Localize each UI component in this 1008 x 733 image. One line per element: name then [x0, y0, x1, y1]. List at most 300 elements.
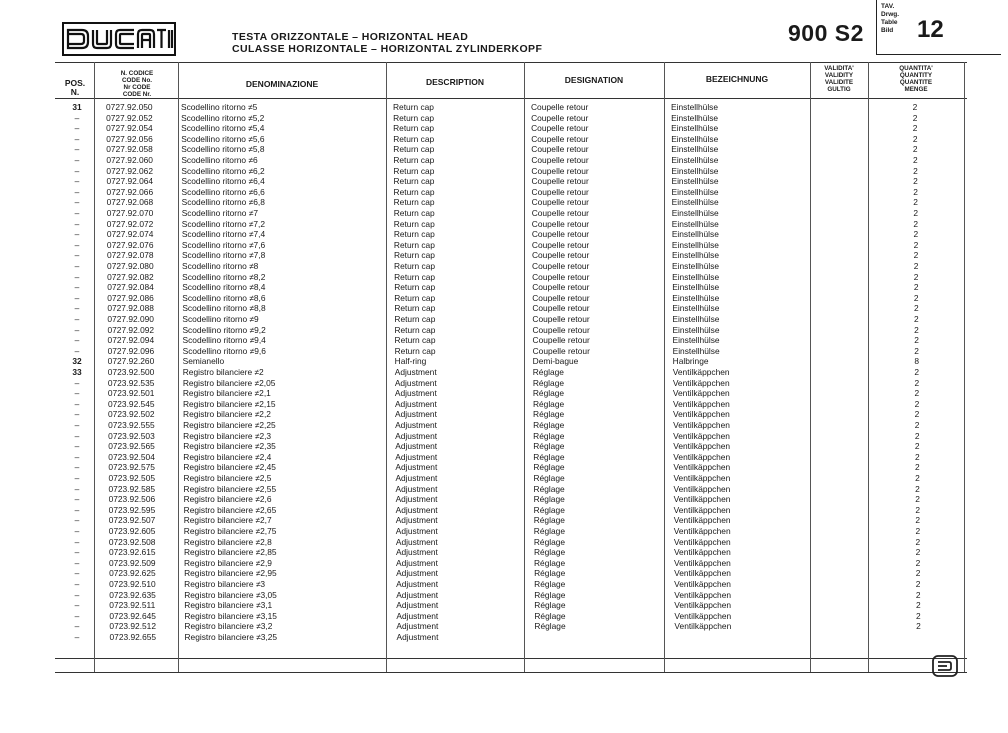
model-name: 900 S2 — [788, 20, 864, 46]
page-title — [232, 31, 542, 55]
cell-description: Adjustment — [395, 441, 438, 452]
cell-denominazione: Registro bilanciere ≠2,2 — [183, 409, 271, 420]
cell-description: Adjustment — [394, 398, 437, 409]
cell-code: 0727.92.064 — [106, 176, 154, 187]
cell-quantity: 2 — [913, 218, 919, 229]
table-row — [0, 166, 1008, 177]
table-row — [0, 505, 1008, 516]
cell-bezeichnung: Ventilkäppchen — [673, 473, 731, 483]
cell-bezeichnung: Ventilkäppchen — [673, 409, 730, 420]
cell-description: Adjustment — [396, 632, 439, 642]
table-bottom-rule — [55, 658, 967, 659]
cell-designation: Coupelle retour — [531, 112, 589, 123]
cell-denominazione: Registro bilanciere ≠2,25 — [183, 420, 276, 430]
cell-bezeichnung: Einstellhülse — [671, 218, 719, 229]
cell-designation: Coupelle retour — [532, 324, 590, 335]
cell-description: Adjustment — [396, 557, 438, 568]
cell-description: Return cap — [394, 292, 436, 303]
cell-quantity: 2 — [915, 547, 921, 558]
cell-designation: Réglage — [533, 441, 565, 452]
cell-pos: – — [74, 632, 80, 642]
cell-bezeichnung: Einstellhülse — [672, 261, 720, 271]
cell-quantity: 2 — [915, 568, 921, 579]
cell-quantity: 2 — [915, 462, 920, 473]
col-header-quantita — [870, 65, 962, 93]
cell-description: Adjustment — [395, 473, 438, 483]
col-header-line: POS. — [64, 78, 86, 88]
cell-quantity: 2 — [913, 303, 919, 314]
title-line-2: CULASSE HORIZONTALE – HORIZONTAL ZYLINDERKOPF — [232, 43, 543, 55]
cell-description: Return cap — [393, 144, 435, 155]
cell-denominazione: Scodellino ritorno ≠6 — [181, 155, 258, 165]
cell-denominazione: Registro bilanciere ≠2,55 — [183, 483, 277, 494]
cell-code: 0727.92.088 — [107, 303, 154, 314]
cell-description: Adjustment — [395, 451, 438, 462]
cell-code: 0723.92.511 — [109, 600, 156, 611]
table-end-rule — [55, 672, 967, 673]
cell-designation: Coupelle retour — [531, 197, 589, 208]
ducati-logo — [62, 22, 176, 56]
cell-bezeichnung: Ventilkäppchen — [673, 462, 731, 473]
col-header-line: VALIDITA' — [824, 65, 854, 72]
cell-denominazione: Scodellino ritorno ≠5,8 — [181, 144, 265, 155]
table-row — [0, 462, 1008, 473]
cell-quantity: 2 — [913, 292, 919, 303]
cell-denominazione: Scodellino ritorno ≠5,4 — [181, 123, 265, 134]
cell-description: Return cap — [393, 239, 435, 250]
cell-denominazione: Registro bilanciere ≠3,1 — [184, 600, 273, 611]
cell-quantity: 2 — [913, 186, 918, 197]
cell-pos: – — [74, 197, 80, 208]
table-row — [0, 229, 1008, 240]
cell-pos: – — [74, 345, 80, 356]
cell-bezeichnung: Ventilkäppchen — [672, 388, 730, 399]
col-header-line: CODE No. — [121, 77, 153, 84]
cell-designation: Demi-bague — [532, 356, 579, 367]
cell-designation: Coupelle retour — [531, 176, 589, 187]
cell-quantity: 2 — [915, 515, 921, 526]
cell-denominazione: Scodellino ritorno ≠5,2 — [181, 112, 265, 123]
cell-denominazione: Scodellino ritorno ≠7,2 — [181, 218, 266, 229]
cell-designation: Coupelle retour — [531, 133, 589, 144]
table-row — [0, 314, 1008, 325]
cell-quantity: 2 — [915, 526, 921, 536]
cell-quantity: 2 — [914, 451, 920, 462]
cell-code: 0723.92.605 — [108, 526, 156, 536]
cell-description: Return cap — [393, 155, 435, 165]
cell-quantity: 2 — [913, 197, 918, 208]
cell-pos: – — [74, 377, 80, 388]
cell-quantity: 2 — [914, 420, 920, 430]
table-row — [0, 378, 1008, 389]
cell-designation: Réglage — [533, 451, 565, 462]
cell-bezeichnung: Ventilkäppchen — [674, 568, 731, 579]
cell-designation: Coupelle retour — [531, 229, 590, 240]
table-row — [0, 452, 1008, 463]
cell-bezeichnung: Ventilkäppchen — [673, 536, 731, 547]
cell-pos: – — [74, 324, 80, 335]
cell-bezeichnung: Ventilkäppchen — [673, 430, 730, 441]
cell-designation: Coupelle retour — [532, 335, 590, 346]
cell-description: Return cap — [394, 282, 436, 293]
table-row — [0, 282, 1008, 293]
cell-bezeichnung: Einstellhülse — [671, 229, 719, 240]
cell-pos: – — [74, 112, 80, 123]
cell-code: 0723.92.504 — [108, 451, 155, 462]
table-row — [0, 409, 1008, 420]
cell-code: 0727.92.070 — [106, 208, 154, 218]
cell-designation: Réglage — [533, 473, 565, 483]
cell-designation: Réglage — [533, 526, 565, 536]
cell-code: 0723.92.505 — [108, 473, 156, 483]
cell-quantity: 2 — [914, 324, 919, 335]
cell-denominazione: Registro bilanciere ≠2,6 — [183, 494, 272, 505]
cell-denominazione: Scodellino ritorno ≠8,4 — [182, 282, 266, 293]
cell-code: 0723.92.565 — [108, 441, 155, 452]
table-row — [0, 134, 1008, 145]
tav-label: Drwg. — [881, 11, 900, 18]
cell-code: 0727.92.052 — [106, 112, 153, 123]
table-row — [0, 526, 1008, 537]
cell-denominazione: Semianello — [182, 356, 225, 367]
cell-bezeichnung: Einstellhülse — [672, 324, 720, 335]
cell-description: Adjustment — [394, 377, 437, 388]
cell-pos: – — [74, 473, 80, 483]
cell-bezeichnung: Einstellhülse — [671, 176, 719, 187]
cell-description: Return cap — [394, 261, 436, 271]
cell-description: Adjustment — [396, 579, 439, 589]
cell-pos: – — [74, 557, 80, 568]
cell-pos: – — [74, 589, 80, 600]
page-header — [0, 0, 1008, 62]
cell-code: 0723.92.545 — [107, 398, 155, 409]
table-row — [0, 335, 1008, 346]
cell-denominazione: Registro bilanciere ≠2,75 — [183, 526, 277, 536]
cell-pos: – — [74, 430, 80, 441]
cell-quantity: 2 — [912, 112, 918, 123]
cell-pos: – — [74, 218, 80, 229]
cell-description: Adjustment — [396, 589, 439, 600]
table-row — [0, 473, 1008, 484]
table-row — [0, 208, 1008, 219]
cell-description: Adjustment — [394, 367, 437, 377]
table-row — [0, 325, 1008, 336]
cell-code: 0727.92.062 — [106, 165, 153, 176]
cell-bezeichnung: Einstellhülse — [671, 186, 719, 197]
cell-bezeichnung: Einstellhülse — [671, 155, 719, 165]
cell-code: 0727.92.054 — [106, 123, 153, 134]
cell-description: Return cap — [393, 197, 435, 208]
cell-pos: – — [74, 314, 80, 324]
cell-code: 0723.92.615 — [108, 547, 156, 558]
cell-description: Adjustment — [396, 568, 438, 579]
cell-denominazione: Scodellino ritorno ≠8,8 — [182, 303, 266, 314]
cell-designation: Coupelle retour — [532, 303, 590, 314]
cell-pos: – — [74, 610, 80, 621]
cell-pos: – — [74, 292, 80, 303]
cell-quantity: 2 — [913, 271, 919, 282]
cell-designation: Réglage — [534, 579, 566, 589]
cell-designation: Coupelle retour — [531, 250, 590, 261]
cell-designation: Coupelle retour — [532, 282, 590, 293]
cell-pos: – — [74, 250, 80, 261]
cell-quantity: 2 — [913, 208, 919, 218]
cell-code: 0723.92.501 — [107, 388, 155, 399]
cell-bezeichnung: Ventilkäppchen — [673, 441, 731, 452]
cell-pos: – — [74, 271, 80, 282]
cell-description: Return cap — [393, 186, 435, 197]
cell-quantity: 2 — [914, 335, 919, 346]
cell-description: Adjustment — [395, 547, 438, 558]
cell-description: Adjustment — [395, 526, 438, 536]
table-row — [0, 494, 1008, 505]
cell-pos: – — [74, 176, 80, 187]
cell-pos: – — [74, 483, 80, 494]
cell-designation: Réglage — [532, 367, 564, 377]
cell-pos: – — [74, 165, 80, 176]
cell-denominazione: Registro bilanciere ≠2,4 — [183, 451, 272, 462]
cell-denominazione: Scodellino ritorno ≠7 — [181, 208, 258, 218]
cell-code: 0723.92.535 — [107, 377, 155, 388]
table-row — [0, 155, 1008, 166]
cell-denominazione: Registro bilanciere ≠2,85 — [183, 547, 277, 558]
cell-designation: Réglage — [533, 515, 565, 526]
cell-denominazione: Scodellino ritorno ≠7,4 — [181, 229, 266, 240]
cell-designation: Réglage — [534, 557, 566, 568]
cell-designation: Réglage — [534, 600, 566, 611]
cell-bezeichnung: Einstellhülse — [671, 250, 719, 261]
cell-pos: 33 — [72, 367, 82, 377]
cell-quantity: 2 — [913, 282, 919, 293]
cell-bezeichnung: Ventilkäppchen — [673, 504, 731, 515]
cell-description: Adjustment — [395, 504, 438, 515]
tav-label: Table — [881, 19, 898, 26]
cell-bezeichnung: Einstellhülse — [671, 239, 719, 250]
cell-denominazione: Registro bilanciere ≠2,8 — [183, 536, 272, 547]
cell-code: 0727.92.084 — [107, 282, 154, 293]
cell-pos: – — [74, 420, 80, 430]
cell-designation: Réglage — [534, 621, 566, 632]
cell-denominazione: Registro bilanciere ≠2,1 — [182, 388, 271, 399]
cell-denominazione: Registro bilanciere ≠2,65 — [183, 504, 277, 515]
cell-description: Adjustment — [395, 462, 438, 473]
cell-pos: – — [74, 335, 80, 346]
cell-pos: – — [74, 208, 80, 218]
cell-bezeichnung: Ventilkäppchen — [672, 398, 730, 409]
col-header-line: Nr CODE — [123, 84, 151, 91]
tav-labels — [881, 3, 899, 35]
cell-code: 0723.92.507 — [108, 515, 156, 526]
table-row — [0, 293, 1008, 304]
col-header-line: QUANTITA' — [899, 65, 933, 72]
cell-code: 0727.92.090 — [107, 314, 154, 324]
cell-designation: Coupelle retour — [531, 144, 589, 155]
cell-designation: Réglage — [534, 568, 566, 579]
cell-code: 0727.92.068 — [106, 197, 154, 208]
cell-quantity: 2 — [914, 409, 920, 420]
cell-pos: – — [74, 451, 80, 462]
tav-label: Bild — [881, 27, 894, 34]
cell-denominazione: Scodellino ritorno ≠6,6 — [181, 186, 265, 197]
cell-pos: – — [74, 621, 80, 632]
cell-description: Return cap — [393, 176, 435, 187]
cell-designation: Coupelle retour — [531, 165, 589, 176]
cell-pos: – — [74, 462, 80, 473]
col-header-description: DESCRIPTION — [425, 77, 485, 87]
table-row — [0, 621, 1008, 632]
table-row — [0, 558, 1008, 569]
cell-denominazione: Registro bilanciere ≠2,95 — [184, 568, 277, 579]
cell-description: Return cap — [394, 345, 436, 356]
cell-quantity: 2 — [914, 430, 920, 441]
cell-description: Return cap — [393, 208, 435, 218]
cell-designation: Réglage — [533, 504, 565, 515]
cell-code: 0723.92.575 — [108, 462, 155, 473]
cell-code: 0723.92.506 — [108, 494, 156, 505]
cell-code: 0727.92.096 — [107, 345, 155, 356]
cell-code: 0723.92.512 — [109, 621, 156, 632]
cell-designation: Coupelle retour — [532, 292, 590, 303]
cell-code: 0723.92.595 — [108, 504, 156, 515]
cell-code: 0727.92.092 — [107, 324, 155, 335]
cell-designation: Réglage — [533, 483, 565, 494]
table-row — [0, 346, 1008, 357]
cell-designation: Coupelle retour — [532, 314, 590, 324]
table-row — [0, 240, 1008, 251]
cell-bezeichnung: Ventilkäppchen — [674, 621, 732, 632]
cell-bezeichnung: Einstellhülse — [671, 165, 719, 176]
cell-description: Adjustment — [395, 430, 438, 441]
col-header-denominazione: DENOMINAZIONE — [245, 79, 319, 89]
cell-designation: Coupelle retour — [532, 261, 590, 271]
cell-denominazione: Registro bilanciere ≠2,15 — [182, 398, 276, 409]
col-header-line: MENGE — [904, 86, 928, 93]
cell-bezeichnung: Einstellhülse — [672, 303, 720, 314]
cell-bezeichnung: Ventilkäppchen — [673, 526, 731, 536]
cell-code: 0727.92.066 — [106, 186, 154, 197]
cell-denominazione: Scodellino ritorno ≠9,2 — [182, 324, 266, 335]
cell-code: 0723.92.510 — [109, 579, 156, 589]
cell-pos: – — [74, 568, 80, 579]
cell-pos: – — [74, 239, 80, 250]
cell-denominazione: Scodellino ritorno ≠5 — [181, 102, 258, 112]
cell-pos: – — [74, 600, 80, 611]
cell-pos: – — [74, 441, 80, 452]
cell-pos: – — [74, 494, 80, 505]
cell-denominazione: Scodellino ritorno ≠9,6 — [182, 345, 266, 356]
table-row — [0, 356, 1008, 367]
cell-pos: – — [74, 303, 80, 314]
cell-pos: – — [74, 526, 80, 536]
cell-designation: Coupelle retour — [532, 271, 590, 282]
cell-pos: – — [74, 133, 80, 144]
cell-denominazione: Registro bilanciere ≠2,7 — [183, 515, 272, 526]
cell-quantity: 2 — [915, 589, 921, 600]
cell-pos: – — [74, 515, 80, 526]
cell-denominazione: Registro bilanciere ≠2,3 — [183, 430, 272, 441]
cell-pos: – — [74, 536, 80, 547]
cell-denominazione: Registro bilanciere ≠3,2 — [184, 621, 273, 632]
cell-quantity: 2 — [916, 610, 921, 621]
cell-code: 0723.92.625 — [109, 568, 156, 579]
cell-code: 0727.92.058 — [106, 144, 153, 155]
cell-denominazione: Scodellino ritorno ≠9,4 — [182, 335, 266, 346]
table-row — [0, 568, 1008, 579]
table-row — [0, 420, 1008, 431]
cell-bezeichnung: Einstellhülse — [671, 144, 719, 155]
cell-bezeichnung: Einstellhülse — [671, 133, 719, 144]
table-header-rule — [55, 98, 967, 99]
cell-bezeichnung: Einstellhülse — [672, 314, 720, 324]
cell-bezeichnung: Einstellhülse — [672, 292, 720, 303]
col-header-code — [98, 70, 176, 98]
cell-designation: Réglage — [534, 610, 566, 621]
cell-designation: Réglage — [533, 547, 566, 558]
cell-code: 0723.92.508 — [108, 536, 156, 547]
cell-pos: – — [74, 123, 80, 134]
cell-pos: – — [74, 261, 80, 271]
cell-bezeichnung: Einstellhülse — [672, 282, 720, 293]
cell-denominazione: Registro bilanciere ≠3 — [184, 579, 266, 589]
cell-designation: Réglage — [532, 377, 565, 388]
cell-description: Adjustment — [394, 388, 437, 399]
table-row — [0, 123, 1008, 134]
table-row — [0, 399, 1008, 410]
ducati-logo-mark — [62, 22, 176, 56]
cell-bezeichnung: Ventilkäppchen — [673, 483, 731, 494]
page-turn-glyph — [932, 655, 958, 677]
cell-bezeichnung: Einstellhülse — [671, 208, 719, 218]
table-row — [0, 537, 1008, 548]
cell-designation: Coupelle retour — [531, 208, 589, 218]
cell-code: 0727.92.076 — [106, 239, 154, 250]
cell-code: 0723.92.503 — [108, 430, 155, 441]
cell-designation: Réglage — [533, 494, 565, 505]
cell-pos: – — [74, 547, 80, 558]
cell-quantity: 2 — [915, 536, 921, 547]
table-row — [0, 484, 1008, 495]
cell-quantity: 2 — [914, 367, 920, 377]
cell-description: Return cap — [394, 314, 436, 324]
table-row — [0, 547, 1008, 558]
cell-designation: Réglage — [533, 536, 566, 547]
cell-bezeichnung: Einstellhülse — [672, 335, 720, 346]
cell-bezeichnung: Halbringe — [672, 356, 709, 367]
cell-description: Return cap — [393, 112, 435, 123]
cell-bezeichnung: Ventilkäppchen — [673, 547, 731, 558]
cell-quantity: 2 — [914, 388, 920, 399]
cell-quantity: 8 — [914, 356, 919, 367]
table-top-rule — [55, 62, 967, 63]
cell-denominazione: Registro bilanciere ≠2,45 — [183, 462, 276, 473]
cell-denominazione: Registro bilanciere ≠3,25 — [184, 632, 278, 642]
table-row — [0, 250, 1008, 261]
cell-quantity: 2 — [913, 250, 919, 261]
cell-pos: – — [74, 282, 80, 293]
cell-quantity: 2 — [915, 483, 920, 494]
cell-denominazione: Scodellino ritorno ≠6,8 — [181, 197, 265, 208]
cell-quantity: 2 — [915, 494, 920, 505]
cell-bezeichnung: Einstellhülse — [671, 112, 719, 123]
cell-pos: – — [74, 186, 80, 197]
cell-code: 0723.92.655 — [109, 632, 157, 642]
table-row — [0, 197, 1008, 208]
cell-description: Return cap — [393, 165, 435, 176]
cell-description: Return cap — [393, 133, 435, 144]
table-row — [0, 611, 1008, 622]
table-row — [0, 176, 1008, 187]
cell-designation: Coupelle retour — [531, 102, 589, 112]
